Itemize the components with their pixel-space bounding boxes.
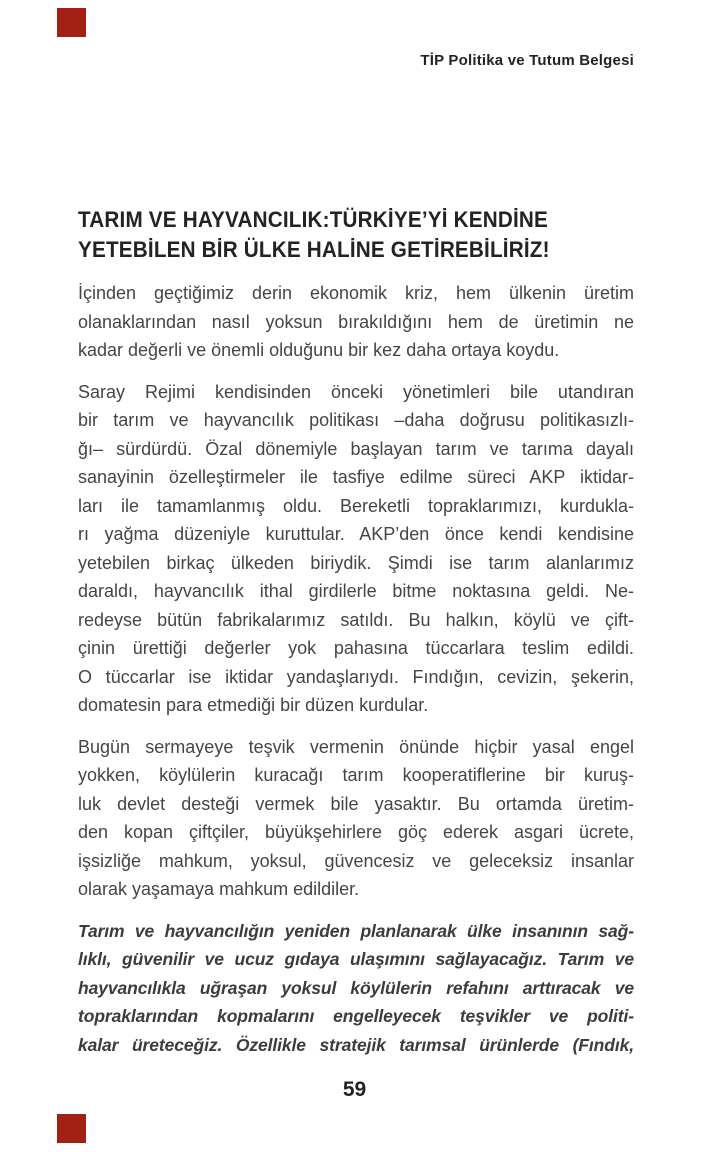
text-line: olanaklarından nasıl yoksun bırakıldığını hem de üretimin ne bbox=[78, 311, 634, 332]
text-line: domatesin para etmediği bir düzen kurdular. bbox=[78, 695, 429, 715]
text-line: İçinden geçtiğimiz derin ekonomik kriz, hem ülkenin üretim bbox=[78, 283, 634, 303]
red-square-marker-bottom bbox=[57, 1114, 86, 1143]
section-title-line: YETEBİLEN BİR ÜLKE HALİNE GETİREBİLİRİZ! bbox=[78, 237, 550, 262]
text-line: sanayinin özelleştirmeler ile tasfiye edilme süreci AKP iktidar- bbox=[78, 467, 634, 487]
text-line: rı yağma düzeniyle kuruttular. AKP’den önce kendi kendisine bbox=[78, 524, 634, 544]
text-line: yokken, köylülerin kuracağı tarım kooperatiflerine bir kuruş- bbox=[78, 765, 634, 785]
text-line: luk devlet desteği vermek bile yasaktır. Bu ortamda üretim- bbox=[78, 793, 634, 814]
text-line: ları ile tamamlanmış oldu. Bereketli topraklarımızı, kurdukla- bbox=[78, 495, 634, 516]
text-line: yetebilen birkaç ülkeden biriydik. Şimdi ise tarım alanlarımız bbox=[78, 552, 634, 573]
paragraph-3 bbox=[78, 733, 634, 904]
text-line: işsizliğe mahkum, yoksul, güvencesiz ve geleceksiz insanlar bbox=[78, 850, 634, 871]
text-line: den kopan çiftçiler, büyükşehirlere göç ederek asgari ücrete, bbox=[78, 822, 634, 842]
page-content bbox=[78, 205, 634, 1072]
text-line: ğı– sürdürdü. Özal dönemiyle başlayan tarım ve tarıma dayalı bbox=[78, 438, 634, 459]
text-line: redeyse bütün fabrikalarımız satıldı. Bu halkın, köylü ve çift- bbox=[78, 609, 634, 630]
paragraph-1 bbox=[78, 279, 634, 365]
paragraph-4-emphasis bbox=[78, 917, 634, 1060]
text-line: topraklarından kopmalarını engelleyecek teşvikler ve politi- bbox=[78, 1006, 634, 1026]
text-line: daraldı, hayvancılık ithal girdilerle bitme noktasına geldi. Ne- bbox=[78, 581, 634, 601]
page-number: 59 bbox=[342, 1078, 367, 1101]
section-title-line: TARIM VE HAYVANCILIK:TÜRKİYE’Yİ KENDİNE bbox=[78, 207, 548, 232]
text-line: çinin ürettiği değerler yok pahasına tüccarlara teslim edildi. bbox=[78, 638, 634, 658]
text-line: bir tarım ve hayvancılık politikası –daha doğrusu politikasızlı- bbox=[78, 410, 634, 430]
text-line: lıklı, güvenilir ve ucuz gıdaya ulaşımını sağlayacağız. Tarım ve bbox=[78, 949, 634, 969]
text-line: kalar üreteceğiz. Özellikle stratejik tarımsal ürünlerde (Fındık, bbox=[78, 1034, 634, 1055]
text-line: olarak yaşamaya mahkum edildiler. bbox=[78, 879, 360, 899]
text-line: Saray Rejimi kendisinden önceki yönetimleri bile utandıran bbox=[78, 381, 634, 402]
running-header: TİP Politika ve Tutum Belgesi bbox=[420, 52, 634, 69]
paragraph-2 bbox=[78, 378, 634, 720]
text-line: Bugün sermayeye teşvik vermenin önünde hiçbir yasal engel bbox=[78, 736, 634, 757]
text-line: Tarım ve hayvancılığın yeniden planlanarak ülke insanının sağ- bbox=[78, 920, 634, 941]
text-line: hayvancılıkla uğraşan yoksul köylülerin refahını arttıracak ve bbox=[78, 977, 634, 998]
text-line: kadar değerli ve önemli olduğunu bir kez daha ortaya koydu. bbox=[78, 340, 560, 360]
text-line: O tüccarlar ise iktidar yandaşlarıydı. Fındığın, cevizin, şekerin, bbox=[78, 666, 634, 687]
section-title bbox=[78, 205, 634, 265]
red-square-marker-top bbox=[57, 8, 86, 37]
